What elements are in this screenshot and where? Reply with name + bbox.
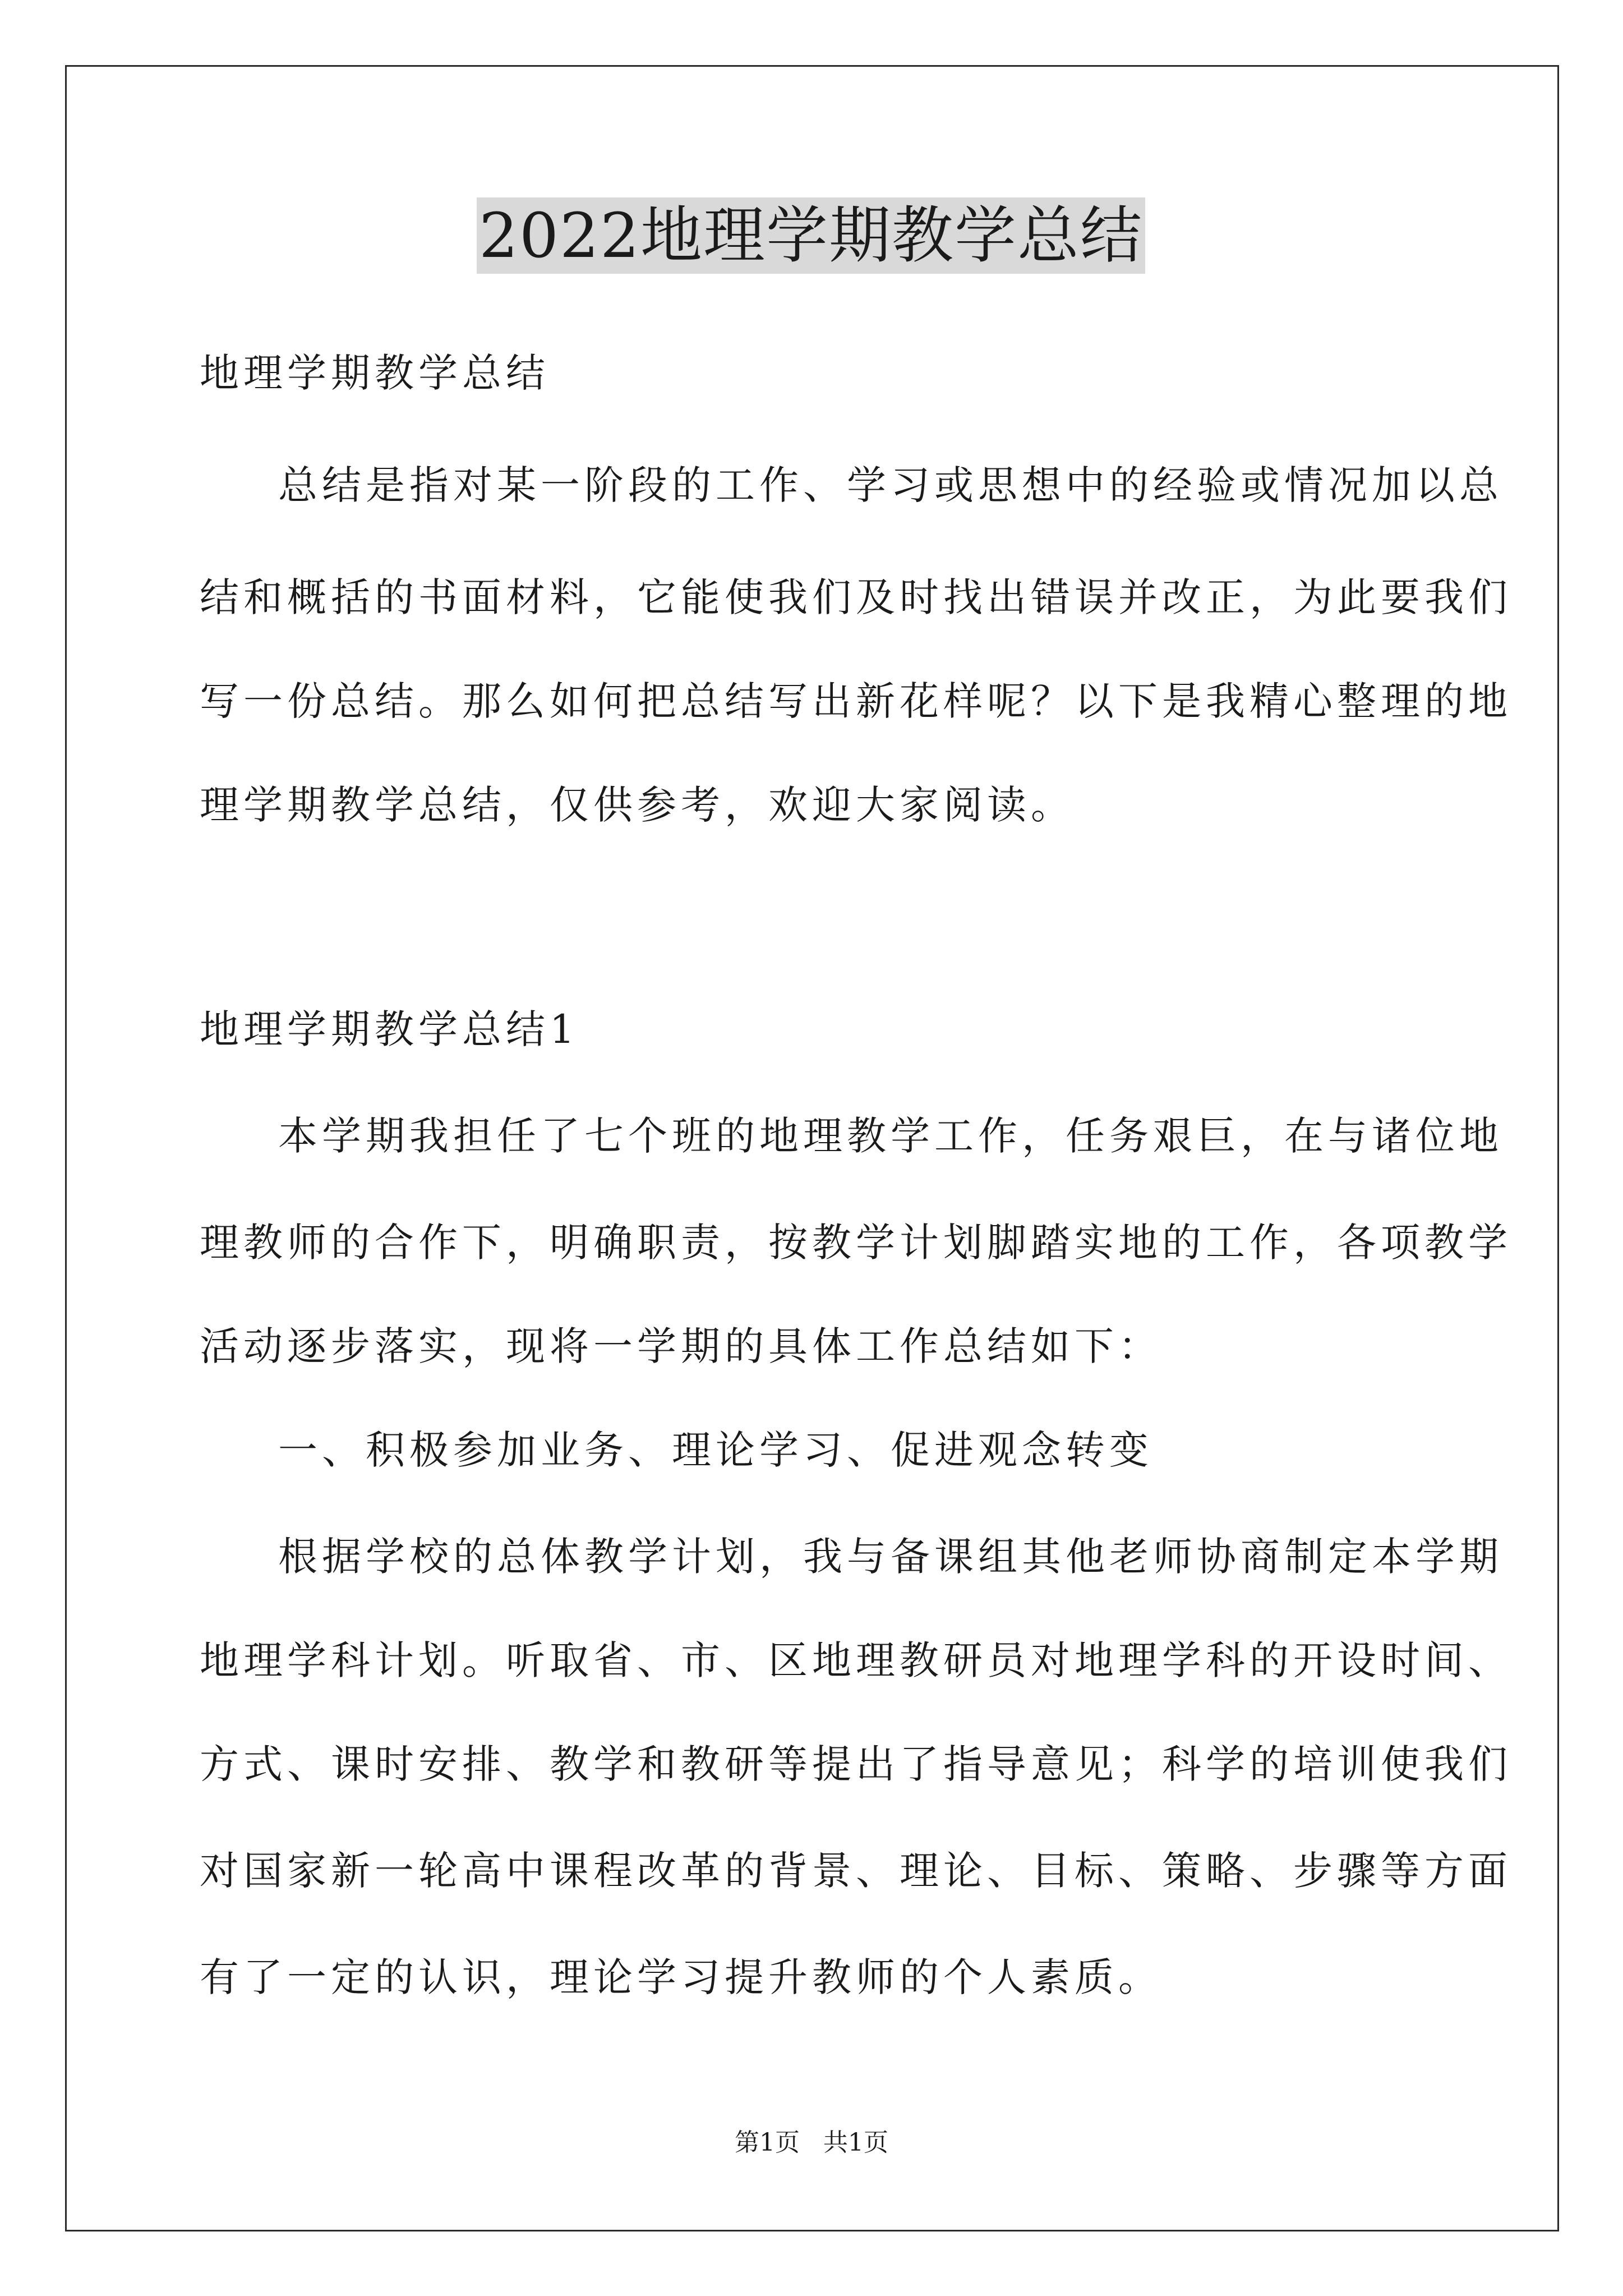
item-line-5: 有了一定的认识，理论学习提升教师的个人素质。 [200,1954,1162,2000]
section-heading: 地理学期教学总结1 [200,1006,579,1052]
item-line-4: 对国家新一轮高中课程改革的背景、理论、目标、策略、步骤等方面 [200,1848,1512,1894]
page-number-footer: 第1页 共1页 [735,2128,888,2157]
section-line-3: 活动逐步落实，现将一学期的具体工作总结如下： [200,1323,1162,1369]
section-line-2: 理教师的合作下，明确职责，按教学计划脚踏实地的工作，各项教学 [200,1220,1512,1266]
document-title-text: 2022地理学期教学总结 [477,197,1145,274]
item-line-2: 地理学科计划。听取省、市、区地理教研员对地理学科的开设时间、 [200,1637,1512,1683]
intro-line-1: 总结是指对某一阶段的工作、学习或思想中的经验或情况加以总 [278,462,1503,508]
item-line-3: 方式、课时安排、教学和教研等提出了指导意见；科学的培训使我们 [200,1741,1512,1787]
item-heading: 一、积极参加业务、理论学习、促进观念转变 [278,1427,1153,1473]
intro-line-4: 理学期教学总结，仅供参考，欢迎大家阅读。 [200,782,1075,828]
intro-line-2: 结和概括的书面材料，它能使我们及时找出错误并改正，为此要我们 [200,574,1512,620]
document-title [200,194,1422,278]
document-subtitle: 地理学期教学总结 [200,350,550,396]
intro-line-3: 写一份总结。那么如何把总结写出新花样呢？以下是我精心整理的地 [200,678,1512,724]
item-line-1: 根据学校的总体教学计划，我与备课组其他老师协商制定本学期 [278,1534,1503,1580]
section-line-1: 本学期我担任了七个班的地理教学工作，任务艰巨，在与诸位地 [278,1113,1503,1159]
